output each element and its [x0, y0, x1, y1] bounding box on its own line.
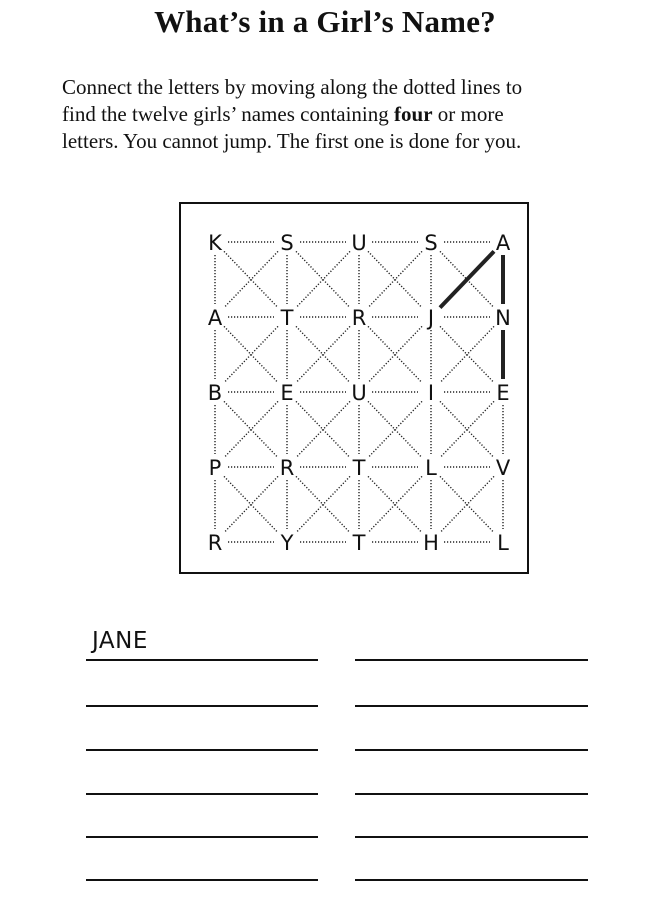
answer-blank-line[interactable]	[86, 659, 318, 661]
answer-blank-line[interactable]	[355, 879, 588, 881]
instructions-line-2-end: or more	[432, 102, 504, 126]
grid-letter: V	[495, 456, 511, 480]
grid-letter: S	[280, 231, 294, 255]
instructions-line-2-start: find the twelve girls’ names containing	[62, 102, 395, 126]
grid-letter: U	[351, 231, 367, 255]
instructions-line-3: letters. You cannot jump. The first one is done for you.	[62, 129, 522, 153]
answer-blank-line[interactable]	[355, 836, 588, 838]
grid-letter: U	[351, 381, 367, 405]
grid-letter: E	[280, 381, 294, 405]
answer-blank-line[interactable]	[355, 749, 588, 751]
example-answer: JANE	[92, 628, 148, 654]
grid-letter: R	[207, 531, 223, 555]
answer-blank-line[interactable]	[86, 879, 318, 881]
answer-blank-line[interactable]	[355, 793, 588, 795]
grid-letter: S	[424, 231, 438, 255]
grid-letter: A	[207, 306, 223, 330]
letter-grid-puzzle	[179, 202, 529, 574]
grid-letter: J	[427, 306, 435, 330]
grid-letter: L	[497, 531, 509, 555]
letter-grid	[181, 204, 527, 572]
grid-letter: Y	[280, 531, 294, 555]
page-title: What’s in a Girl’s Name?	[154, 4, 496, 39]
answer-blank-line[interactable]	[86, 705, 318, 707]
grid-letter: T	[280, 306, 294, 330]
answer-blank-line[interactable]	[86, 836, 318, 838]
grid-letter: E	[496, 381, 510, 405]
instructions-emphasis: four	[394, 102, 433, 126]
grid-letter: R	[279, 456, 295, 480]
answer-blank-line[interactable]	[86, 793, 318, 795]
grid-letter: K	[208, 231, 222, 255]
answer-blank-line[interactable]	[355, 705, 588, 707]
answer-blank-line[interactable]	[355, 659, 588, 661]
instructions	[62, 74, 622, 155]
grid-letter: R	[351, 306, 367, 330]
grid-letter: L	[425, 456, 437, 480]
instructions-line-1: Connect the letters by moving along the dotted lines to	[62, 75, 523, 99]
grid-letter: B	[207, 381, 223, 405]
grid-letter: H	[423, 531, 439, 555]
grid-letter: N	[495, 306, 511, 330]
grid-letter: T	[352, 456, 366, 480]
grid-letter: P	[208, 456, 222, 480]
grid-letter: T	[352, 531, 366, 555]
grid-letter: I	[427, 381, 435, 405]
grid-letter: A	[495, 231, 511, 255]
instructions-line-2	[62, 101, 622, 128]
answer-blank-line[interactable]	[86, 749, 318, 751]
